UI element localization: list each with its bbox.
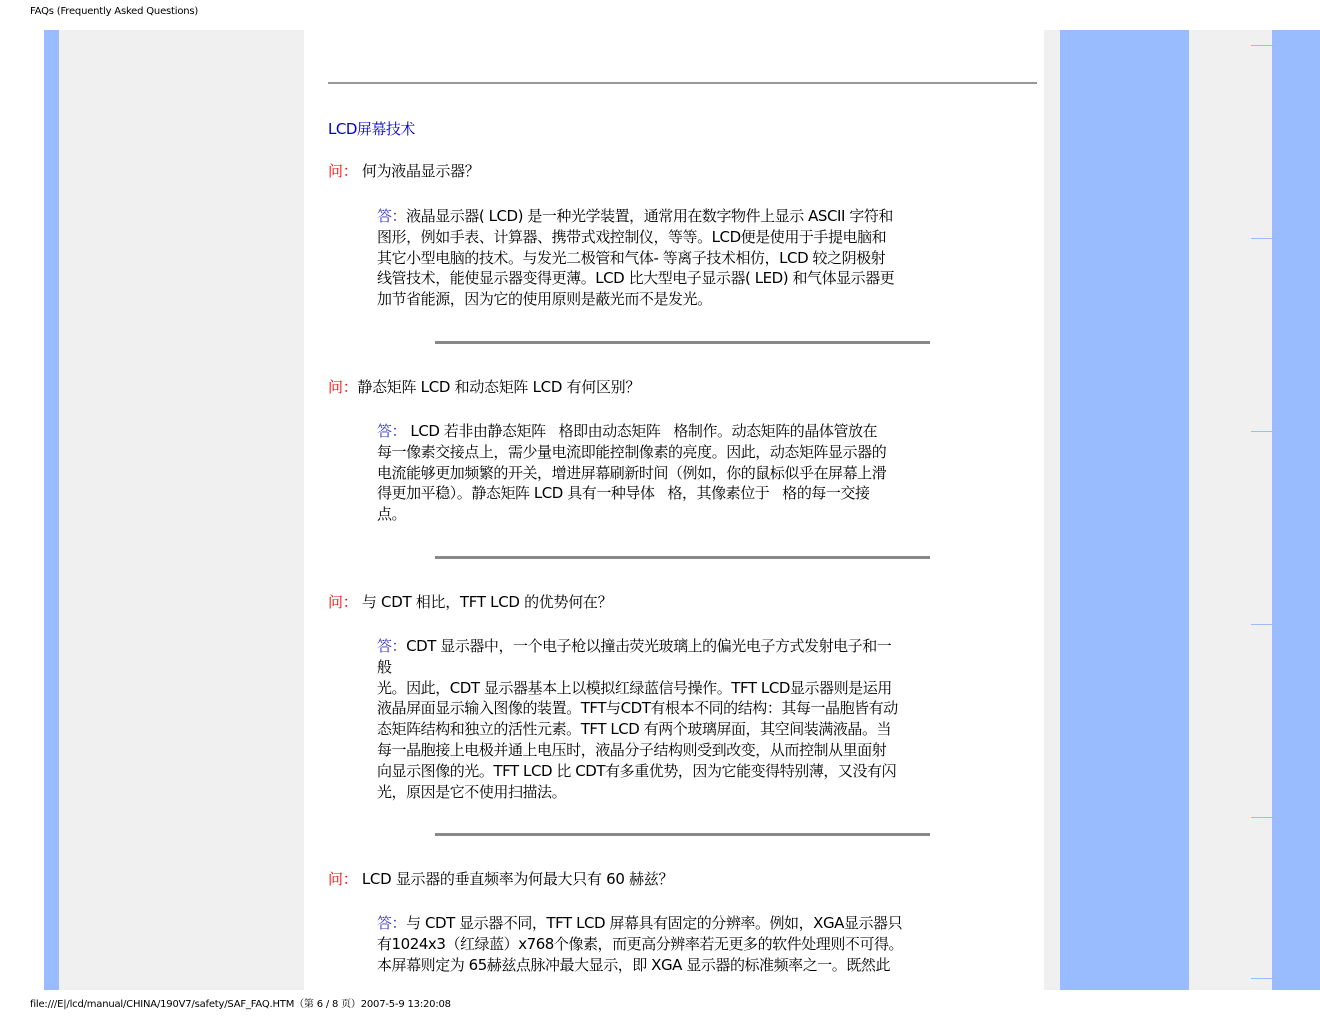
faq-answer: [377, 636, 987, 802]
answer-line: 态矩阵结构和独立的活性元素。TFT LCD 有两个玻璃屏面，其空间装满液晶。当: [377, 720, 892, 739]
answer-line: 得更加平稳）。静态矩阵 LCD 具有一种导体 格，其像素位于 格的每一交接: [377, 484, 870, 503]
answer-line: 每一晶胞接上电极并通上电压时，液晶分子结构则受到改变，从而控制从里面射: [377, 740, 887, 759]
answer-line: 光，原因是它不使用扫描法。: [377, 782, 567, 801]
question-label: 问：: [328, 593, 358, 611]
divider-tick: [1251, 45, 1272, 46]
answer-label: 答：: [377, 422, 407, 440]
question-label: 问：: [328, 378, 358, 396]
answer-line: 每一像素交接点上，需少量电流即能控制像素的亮度。因此，动态矩阵显示器的: [377, 442, 887, 461]
faq-question: [328, 377, 640, 397]
answer-line: 点。: [377, 505, 407, 524]
page-footer-path: file:///E|/lcd/manual/CHINA/190V7/safety/SAF_FAQ.HTM（第 6 / 8 页）2007-5-9 13:20:08: [30, 999, 451, 1010]
question-label: 问：: [328, 162, 358, 180]
section-separator: [435, 833, 930, 836]
answer-line: 向显示图像的光。TFT LCD 比 CDT有多重优势，因为它能变得特别薄，又没有闪: [377, 761, 897, 780]
answer-line: 般: [377, 657, 392, 676]
divider-tick: [1251, 817, 1272, 818]
question-text: LCD 显示器的垂直频率为何最大只有 60 赫兹？: [357, 870, 674, 888]
section-separator: [435, 341, 930, 344]
faq-answer: [377, 206, 987, 310]
answer-line: 与 CDT 显示器不同，TFT LCD 屏幕具有固定的分辨率。例如，XGA显示器只: [406, 914, 903, 932]
page-header-title: FAQs (Frequently Asked Questions): [30, 6, 199, 17]
question-text: 何为液晶显示器？: [357, 162, 480, 180]
divider-tick: [1251, 238, 1272, 239]
answer-line: 其它小型电脑的技术。与发光二极管和气体- 等离子技术相仿，LCD 较之阴极射: [377, 248, 886, 267]
faq-question: [328, 869, 673, 889]
right-blue-bar: [1272, 30, 1320, 990]
left-blue-bar: [44, 30, 59, 990]
divider-tick: [1251, 978, 1272, 979]
answer-line: LCD 若非由静态矩阵 格即由动态矩阵 格制作。动态矩阵的晶体管放在: [406, 422, 878, 440]
question-label: 问：: [328, 870, 358, 888]
question-text: 与 CDT 相比，TFT LCD 的优势何在？: [357, 593, 613, 611]
section-separator: [435, 556, 930, 559]
answer-line: 液晶显示器( LCD) 是一种光学装置，通常用在数字物件上显示 ASCII 字符和: [406, 207, 893, 225]
answer-line: 液晶屏面显示输入图像的装置。TFT与CDT有根本不同的结构：其每一晶胞皆有动: [377, 699, 898, 718]
answer-line: 有1024x3（红绿蓝）x768个像素，而更高分辨率若无更多的软件处理则不可得。: [377, 934, 904, 953]
left-sidebar: [59, 30, 304, 990]
answer-line: 线管技术，能使显示器变得更薄。LCD 比大型电子显示器( LED) 和气体显示器更: [377, 269, 895, 288]
answer-label: 答：: [377, 207, 407, 225]
answer-line: 加节省能源，因为它的使用原则是蔽光而不是发光。: [377, 290, 712, 309]
answer-label: 答：: [377, 637, 407, 655]
section-title: LCD屏幕技术: [328, 120, 415, 138]
right-grey-panel: [1189, 30, 1272, 990]
faq-question: [328, 592, 612, 612]
right-gap: [1044, 30, 1060, 990]
divider-tick: [1251, 431, 1272, 432]
question-text: 静态矩阵 LCD 和动态矩阵 LCD 有何区别？: [357, 378, 641, 396]
divider-tick: [1251, 624, 1272, 625]
answer-label: 答：: [377, 914, 407, 932]
answer-line: 电流能够更加频繁的开关，增进屏幕刷新时间（例如，你的鼠标似乎在屏幕上滑: [377, 463, 887, 482]
right-blue-panel: [1060, 30, 1189, 990]
top-horizontal-rule: [328, 82, 1037, 84]
answer-line: 图形，例如手表、计算器、携带式戏控制仪，等等。LCD便是使用于手提电脑和: [377, 227, 887, 246]
faq-answer: [377, 913, 987, 975]
answer-line: CDT 显示器中，一个电子枪以撞击荧光玻璃上的偏光电子方式发射电子和一: [406, 637, 892, 655]
answer-line: 光。因此，CDT 显示器基本上以模拟红绿蓝信号操作。TFT LCD显示器则是运用: [377, 678, 892, 697]
faq-question: [328, 161, 479, 181]
faq-answer: [377, 421, 987, 525]
answer-line: 本屏幕则定为 65赫兹点脉冲最大显示，即 XGA 显示器的标准频率之一。既然此: [377, 955, 891, 974]
